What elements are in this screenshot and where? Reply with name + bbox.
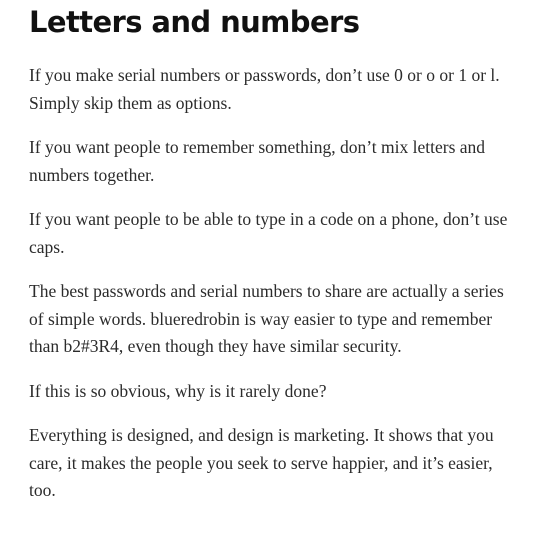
- article-title: Letters and numbers: [29, 5, 360, 39]
- paragraph-remember: If you want people to remember something, don’t mix letters and numbers together.: [29, 137, 486, 185]
- paragraph-phone-code: If you want people to be able to type in a code on a phone, don’t use caps.: [29, 209, 508, 257]
- article: [29, 0, 519, 505]
- paragraph-question: If this is so obvious, why is it rarely done?: [29, 380, 327, 401]
- paragraph-best-passwords: The best passwords and serial numbers to share are actually a series of simple words. blueredrobin is way easier to type and remember than b2#3R4, even though they have similar security.: [29, 281, 504, 356]
- paragraph-design-marketing: Everything is designed, and design is marketing. It shows that you care, it makes the people you seek to serve happier, and it’s easier, too.: [29, 425, 494, 500]
- paragraph-serial-numbers: If you make serial numbers or passwords, don’t use 0 or o or 1 or l. Simply skip them as options.: [29, 65, 500, 113]
